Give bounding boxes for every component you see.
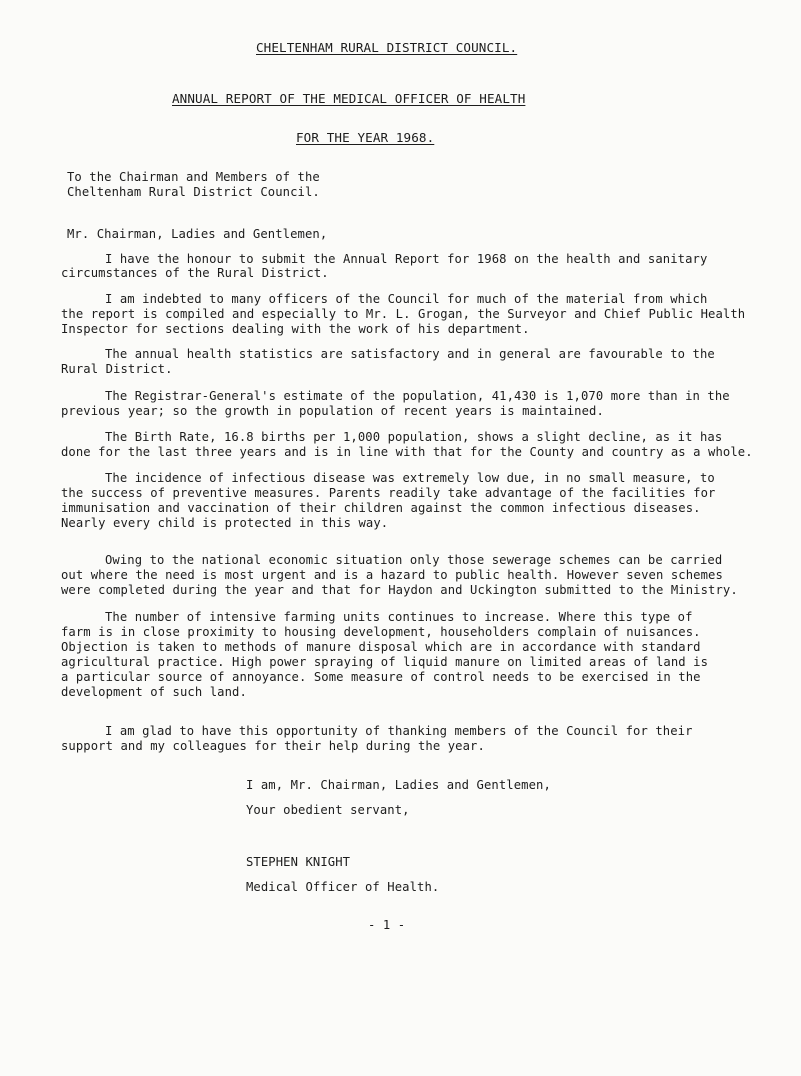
- paragraph-4-line-2: previous year; so the growth in population of recent years is maintained.: [61, 404, 604, 418]
- paragraph-4-line-1: The Registrar-General's estimate of the population, 41,430 is 1,070 more than in the: [105, 389, 730, 403]
- paragraph-5-line-1: The Birth Rate, 16.8 births per 1,000 population, shows a slight decline, as it has: [105, 430, 723, 444]
- paragraph-5-line-2: done for the last three years and is in line with that for the County and country as a whole.: [61, 445, 753, 459]
- paragraph-2-line-3: Inspector for sections dealing with the work of his department.: [61, 322, 530, 336]
- year-heading: FOR THE YEAR 1968.: [296, 130, 435, 145]
- report-title: ANNUAL REPORT OF THE MEDICAL OFFICER OF HEALTH: [172, 91, 526, 106]
- paragraph-2-line-1: I am indebted to many officers of the Council for much of the material from which: [105, 292, 708, 306]
- paragraph-8-line-3: Objection is taken to methods of manure disposal which are in accordance with standard: [61, 640, 701, 654]
- paragraph-1-line-1: I have the honour to submit the Annual Report for 1968 on the health and sanitary: [105, 252, 708, 266]
- paragraph-6-line-2: the success of preventive measures. Parents readily take advantage of the facilities for: [61, 486, 716, 500]
- paragraph-6-line-3: immunisation and vaccination of their children against the common infectious diseases.: [61, 501, 701, 515]
- paragraph-2-line-2: the report is compiled and especially to Mr. L. Grogan, the Surveyor and Chief Public Health: [61, 307, 746, 321]
- paragraph-9-line-2: support and my colleagues for their help during the year.: [61, 739, 485, 753]
- address-line-1: To the Chairman and Members of the: [67, 170, 320, 184]
- paragraph-1-line-2: circumstances of the Rural District.: [61, 266, 329, 280]
- paragraph-8-line-6: development of such land.: [61, 685, 247, 699]
- paragraph-3-line-1: The annual health statistics are satisfactory and in general are favourable to the: [105, 347, 715, 361]
- paragraph-8-line-4: agricultural practice. High power spraying of liquid manure on limited areas of land is: [61, 655, 709, 669]
- salutation: Mr. Chairman, Ladies and Gentlemen,: [67, 227, 328, 241]
- paragraph-8-line-1: The number of intensive farming units continues to increase. Where this type of: [105, 610, 693, 624]
- council-heading: CHELTENHAM RURAL DISTRICT COUNCIL.: [256, 40, 518, 55]
- paragraph-9-line-1: I am glad to have this opportunity of thanking members of the Council for their: [105, 724, 693, 738]
- paragraph-3-line-2: Rural District.: [61, 362, 173, 376]
- paragraph-6-line-1: The incidence of infectious disease was extremely low due, in no small measure, to: [105, 471, 715, 485]
- paragraph-7-line-1: Owing to the national economic situation only those sewerage schemes can be carried: [105, 553, 723, 567]
- paragraph-6-line-4: Nearly every child is protected in this way.: [61, 516, 389, 530]
- closing-line-2: Your obedient servant,: [246, 803, 410, 817]
- paragraph-8-line-5: a particular source of annoyance. Some measure of control needs to be exercised in the: [61, 670, 701, 684]
- closing-line-1: I am, Mr. Chairman, Ladies and Gentlemen,: [246, 778, 551, 792]
- address-line-2: Cheltenham Rural District Council.: [67, 185, 320, 199]
- paragraph-7-line-3: were completed during the year and that for Haydon and Uckington submitted to the Ministry.: [61, 583, 738, 597]
- page-number: - 1 -: [368, 918, 406, 932]
- paragraph-8-line-2: farm is in close proximity to housing development, householders complain of nuisances.: [61, 625, 701, 639]
- paragraph-7-line-2: out where the need is most urgent and is a hazard to public health. However seven schemes: [61, 568, 723, 582]
- signatory-name: STEPHEN KNIGHT: [246, 855, 351, 869]
- signatory-position: Medical Officer of Health.: [246, 880, 440, 894]
